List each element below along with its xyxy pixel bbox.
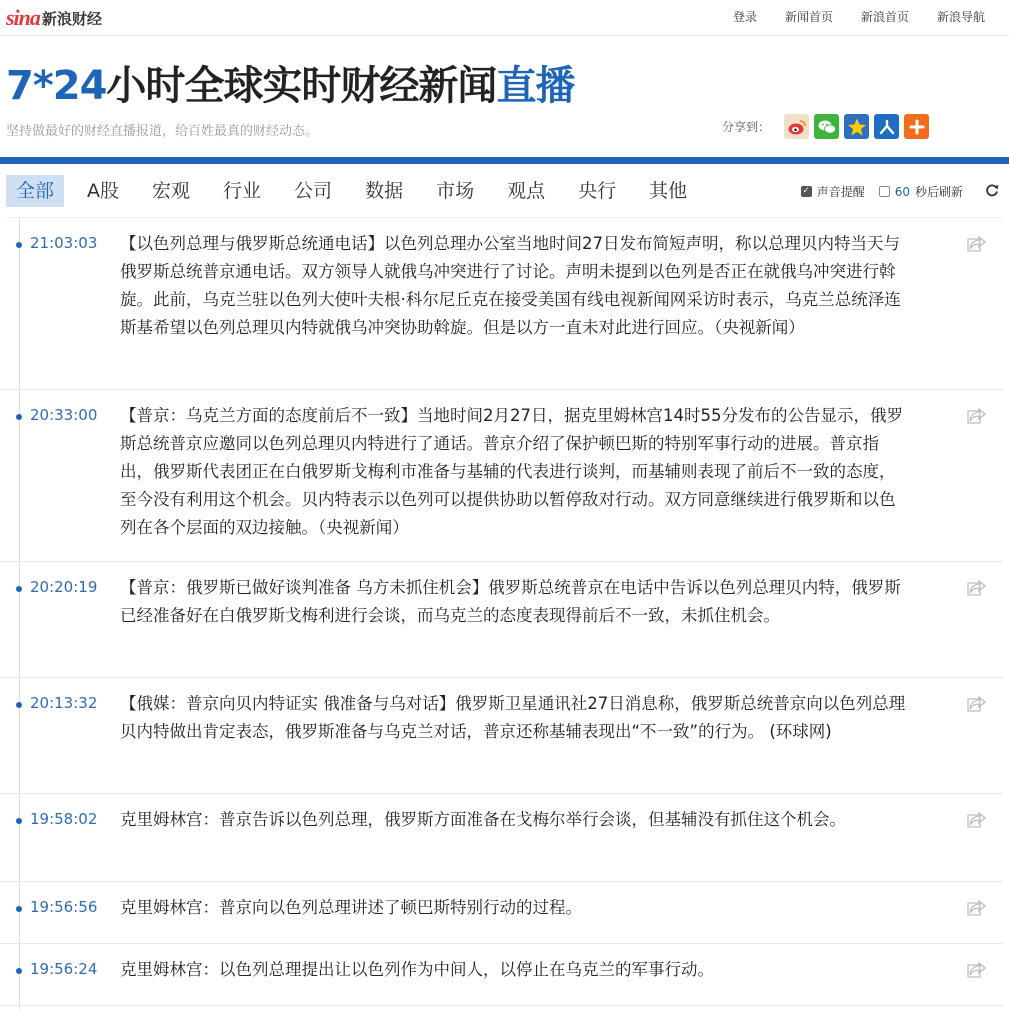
page-title bbox=[6, 54, 574, 111]
wechat-icon[interactable] bbox=[814, 114, 839, 139]
tab-other[interactable]: 其他 bbox=[649, 180, 688, 202]
feed-controls bbox=[801, 182, 999, 201]
feed-item bbox=[0, 390, 1003, 562]
tab-all[interactable]: 全部 bbox=[6, 175, 64, 207]
tab-company[interactable]: 公司 bbox=[294, 180, 333, 202]
share-icon[interactable] bbox=[967, 580, 987, 596]
refresh-icon[interactable] bbox=[985, 182, 999, 201]
feed-text: 【以色列总理与俄罗斯总统通电话】以色列总理办公室当地时间27日发布简短声明，称以总理贝内特当天与俄罗斯总统普京通电话。双方领导人就俄乌冲突进行了讨论。声明未提到以色列是否正在就俄乌冲突进行斡旋。此前，乌克兰驻以色列大使叶夫根·科尔尼丘克在接受美国有线电视新闻网采访时表示，乌克兰总统泽连斯基希望以色列总理贝内特就俄乌冲突协助斡旋。但是以方一直未对此进行回应。（央视新闻） bbox=[120, 234, 901, 337]
timeline-dot bbox=[16, 968, 22, 974]
feed-time: 19:56:24 bbox=[30, 960, 98, 978]
share-label: 分享到： bbox=[722, 120, 771, 134]
feed-time: 19:58:02 bbox=[30, 810, 98, 828]
top-links bbox=[705, 8, 985, 25]
sound-alert-toggle[interactable] bbox=[801, 183, 865, 200]
timeline-dot bbox=[16, 414, 22, 420]
refresh-label: 秒后刷新 bbox=[914, 185, 963, 199]
sound-alert-label: 声音提醒 bbox=[816, 185, 865, 199]
feed-text: 克里姆林宫：普京告诉以色列总理，俄罗斯方面准备在戈梅尔举行会谈，但基辅没有抓住这个机会。 bbox=[120, 810, 846, 829]
feed-time: 20:33:00 bbox=[30, 406, 98, 424]
feed-text: 克里姆林宫：普京向以色列总理讲述了顿巴斯特别行动的过程。 bbox=[120, 898, 582, 917]
page-subtitle: 坚持做最好的财经直播报道，给百姓最真的财经动态。 bbox=[6, 124, 319, 139]
top-bar bbox=[0, 0, 1009, 36]
title-part-2: 小时全球实时财经新闻 bbox=[106, 63, 497, 109]
tab-market[interactable]: 市场 bbox=[436, 180, 475, 202]
refresh-seconds: 60 bbox=[894, 184, 910, 199]
logo-mark: sina bbox=[6, 5, 40, 30]
auto-refresh-checkbox[interactable] bbox=[879, 186, 890, 197]
feed-time: 21:03:03 bbox=[30, 234, 98, 252]
timeline-dot bbox=[16, 702, 22, 708]
title-part-3: 直播 bbox=[496, 63, 575, 109]
logo-text: 新浪财经 bbox=[41, 9, 102, 28]
news-home-link[interactable]: 新闻首页 bbox=[784, 10, 833, 24]
tab-data[interactable]: 数据 bbox=[365, 180, 404, 202]
login-link[interactable]: 登录 bbox=[732, 10, 757, 24]
tab-macro[interactable]: 宏观 bbox=[152, 180, 191, 202]
timeline-dot bbox=[16, 242, 22, 248]
renren-icon[interactable] bbox=[874, 114, 899, 139]
feed-time: 20:13:32 bbox=[30, 694, 98, 712]
feed-item bbox=[0, 794, 1003, 882]
share-icon[interactable] bbox=[967, 962, 987, 978]
timeline-dot bbox=[16, 586, 22, 592]
feed-text: 【俄媒：普京向贝内特证实 俄准备与乌对话】俄罗斯卫星通讯社27日消息称，俄罗斯总统普京向以色列总理贝内特做出肯定表态，俄罗斯准备与乌克兰对话，普京还称基辅表现出“不一致”的行为。 (环球网) bbox=[120, 694, 906, 741]
sina-nav-link[interactable]: 新浪导航 bbox=[936, 10, 985, 24]
feed-item bbox=[0, 882, 1003, 944]
feed-item bbox=[0, 944, 1003, 1006]
timeline-dot bbox=[16, 906, 22, 912]
feed-time: 19:56:56 bbox=[30, 898, 98, 916]
feed-item bbox=[0, 562, 1003, 678]
feed-text: 【普京：俄罗斯已做好谈判准备 乌方未抓住机会】俄罗斯总统普京在电话中告诉以色列总理贝内特，俄罗斯已经准备好在白俄罗斯戈梅利进行会谈，而乌克兰的态度表现得前后不一致，未抓住机会。 bbox=[120, 578, 901, 625]
header-divider bbox=[0, 157, 1009, 164]
share-icon[interactable] bbox=[967, 812, 987, 828]
sound-alert-checkbox[interactable]: ✓ bbox=[802, 186, 810, 196]
sina-finance-logo[interactable] bbox=[6, 6, 102, 30]
qzone-icon[interactable] bbox=[844, 114, 869, 139]
share-bar bbox=[722, 114, 934, 139]
weibo-icon[interactable] bbox=[784, 114, 809, 139]
feed-text: 【普京：乌克兰方面的态度前后不一致】当地时间2月27日，据克里姆林宫14时55分发布的公告显示，俄罗斯总统普京应邀同以色列总理贝内特进行了通话。普京介绍了保护顿巴斯的特别军事行动的进展。普京指出，俄罗斯代表团正在白俄罗斯戈梅利市准备与基辅的代表进行谈判，而基辅则表现了前后不一致的态度，至今没有利用这个机会。贝内特表示以色列可以提供协助以暂停敌对行动。双方同意继续进行俄罗斯和以色列在各个层面的双边接触。（央视新闻） bbox=[120, 406, 903, 537]
sina-home-link[interactable]: 新浪首页 bbox=[860, 10, 909, 24]
timeline-dot bbox=[16, 818, 22, 824]
tab-a-shares[interactable]: A股 bbox=[87, 180, 120, 202]
title-part-1: 7*24 bbox=[6, 63, 107, 109]
auto-refresh-toggle[interactable] bbox=[879, 183, 963, 200]
share-icon[interactable] bbox=[967, 408, 987, 424]
share-icon[interactable] bbox=[967, 900, 987, 916]
share-icon[interactable] bbox=[967, 236, 987, 252]
feed-item bbox=[0, 218, 1003, 390]
tab-central-bank[interactable]: 央行 bbox=[578, 180, 617, 202]
more-share-icon[interactable] bbox=[904, 114, 929, 139]
category-tabs bbox=[6, 175, 710, 207]
tab-industry[interactable]: 行业 bbox=[223, 180, 262, 202]
feed-time: 20:20:19 bbox=[30, 578, 98, 596]
feed-text: 克里姆林宫：以色列总理提出让以色列作为中间人，以停止在乌克兰的军事行动。 bbox=[120, 960, 714, 979]
feed-item bbox=[0, 678, 1003, 794]
tab-opinion[interactable]: 观点 bbox=[507, 180, 546, 202]
share-icon[interactable] bbox=[967, 696, 987, 712]
